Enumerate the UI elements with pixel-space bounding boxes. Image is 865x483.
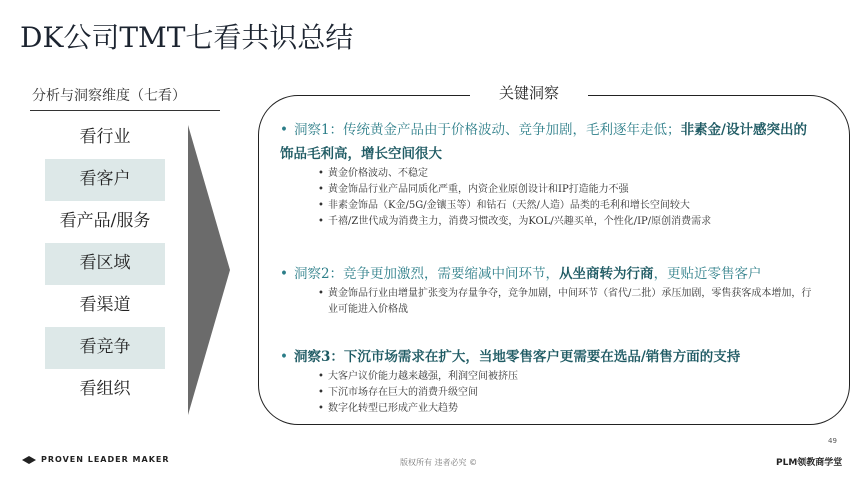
insight-2-highlight: 从坐商转为行商 — [559, 266, 654, 282]
insights-panel-title: 关键洞察 — [470, 82, 588, 103]
list-item: • 下沉市场存在巨大的消费升级空间 — [318, 385, 820, 401]
page-title: DK公司TMT七看共识总结 — [20, 21, 354, 54]
insight-1 — [280, 118, 820, 230]
insight-1-prefix: 洞察1：传统黄金产品由于价格波动、竞争加剧，毛利逐年走低； — [293, 122, 681, 138]
footer-logo-text: PROVEN LEADER MAKER — [41, 455, 170, 464]
dimension-region: 看区域 — [45, 243, 165, 285]
dimensions-list — [45, 117, 165, 411]
insight-3-lead: • 洞察3：下沉市场需求在扩大，当地零售客户更需要在选品/销售方面的支持 — [280, 349, 741, 365]
dimension-organization: 看组织 — [79, 379, 131, 399]
insight-3-highlight: 洞察3：下沉市场需求在扩大，当地零售客户更需要在选品/销售方面的支持 — [293, 349, 741, 365]
copyright-notice: 版权所有 违者必究 © — [400, 458, 478, 467]
insight-1-highlight: 非素金/设计感突出的饰品毛利高，增长空间很大 — [280, 122, 807, 162]
list-item: • 黄金饰品行业产品同质化严重，内资企业原创设计和IP打造能力不强 — [318, 182, 820, 198]
page-number: 49 — [828, 437, 837, 445]
list-item: • 数字化转型已形成产业大趋势 — [318, 401, 820, 417]
dimension-product: 看产品/服务 — [59, 211, 151, 231]
brand-name: PLM领教商学堂 — [776, 458, 843, 468]
insight-2-lead: • 洞察2：竞争更加激烈，需要缩减中间环节，从坐商转为行商，更贴近零售客户 — [280, 266, 762, 282]
insight-3 — [280, 345, 820, 417]
insight-1-details — [280, 166, 820, 230]
dimension-industry: 看行业 — [79, 127, 131, 147]
insight-2 — [280, 262, 820, 318]
insight-2-details — [280, 286, 820, 318]
footer-logo — [22, 455, 170, 464]
dimension-competition: 看竞争 — [45, 327, 165, 369]
insight-3-details — [280, 369, 820, 417]
list-item: • 非素金饰品（K金/5G/金镶玉等）和钻石（天然/人造）品类的毛利和增长空间较大 — [318, 198, 820, 214]
list-item: • 千禧/Z世代成为消费主力，消费习惯改变，为KOL/兴趣买单，个性化/IP/原创消费需求 — [318, 214, 820, 230]
chevron-right-icon — [188, 125, 230, 415]
dimension-channel: 看渠道 — [79, 295, 131, 315]
list-item: • 大客户议价能力越来越强，利润空间被挤压 — [318, 369, 820, 385]
list-item: • 黄金饰品行业由增量扩张变为存量争夺，竞争加剧，中间环节（省代/二批）承压加剧，零售获客成本增加，行业可能进入价格战 — [318, 286, 820, 318]
insight-2-suffix: ，更贴近零售客户 — [653, 266, 762, 282]
logo-mark-icon — [22, 456, 36, 464]
list-item: • 黄金价格波动、不稳定 — [318, 166, 820, 182]
dimensions-header: 分析与洞察维度（七看） — [32, 88, 186, 104]
dimension-customer: 看客户 — [45, 159, 165, 201]
insight-2-prefix: 洞察2：竞争更加激烈，需要缩减中间环节， — [293, 266, 560, 282]
insight-1-lead: • 洞察1：传统黄金产品由于价格波动、竞争加剧，毛利逐年走低；非素金/设计感突出的饰品毛利高，增长空间很大 — [280, 122, 807, 162]
header-divider — [30, 110, 220, 111]
